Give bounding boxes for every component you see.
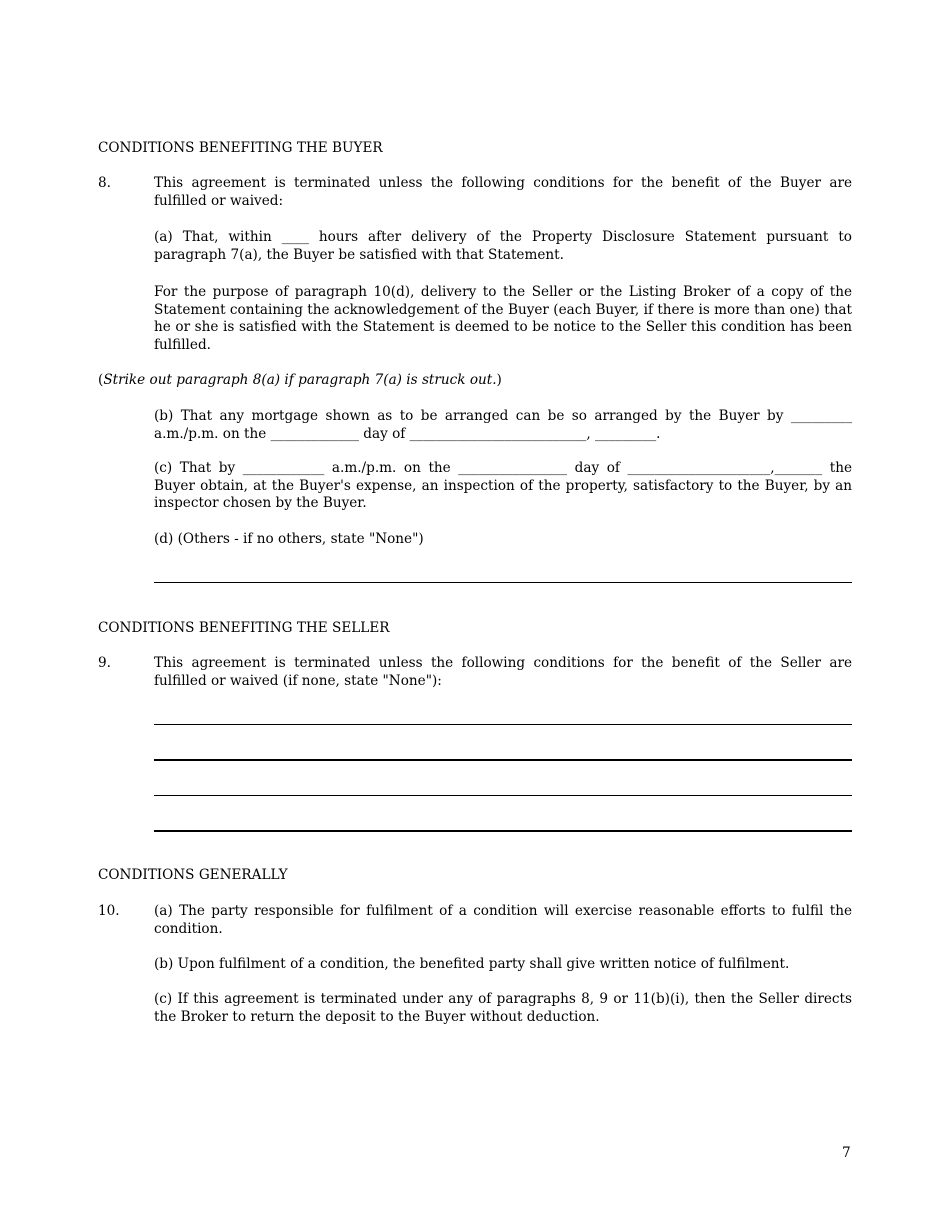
clause-8a-note: For the purpose of paragraph 10(d), delivery to the Seller or the Listing Broker of a copy of the Statement containing the acknowledgement of the Buyer (each Buyer, if there is more than one) that he or she is satisfied with the Statement is deemed to be notice to the Seller this condition has been fulfilled. <box>154 284 852 353</box>
seller-conditions-heading: CONDITIONS BENEFITING THE SELLER <box>98 620 390 636</box>
clause-8b: (b) That any mortgage shown as to be arranged can be so arranged by the Buyer by _________ a.m./p.m. on the _____________ day of __________________________, _________. <box>154 408 852 442</box>
buyer-conditions-heading: CONDITIONS BENEFITING THE BUYER <box>98 140 383 156</box>
clause-9-intro: This agreement is terminated unless the following conditions for the benefit of the Seller are fulfilled or waived (if none, state "None"): <box>154 655 852 689</box>
general-conditions-heading: CONDITIONS GENERALLY <box>98 867 288 883</box>
strike-out-note <box>98 372 852 390</box>
clause-8a: (a) That, within ____ hours after delivery of the Property Disclosure Statement pursuant to paragraph 7(a), the Buyer be satisfied with that Statement. <box>154 229 852 263</box>
clause-8c: (c) That by ____________ a.m./p.m. on the ________________ day of _____________________,_______ the Buyer obtain, at the Buyer's expense, an inspection of the property, satisfactory to the Buyer, by an inspector chosen by the Buyer. <box>154 460 852 512</box>
clause-number-8: 8. <box>98 175 111 191</box>
clause-number-9: 9. <box>98 655 111 671</box>
clause-10a: (a) The party responsible for fulfilment of a condition will exercise reasonable efforts to fulfil the condition. <box>154 903 852 937</box>
clause-9-blank-line <box>154 724 852 725</box>
clause-9-blank-line <box>154 759 852 761</box>
clause-9-blank-line <box>154 795 852 796</box>
strike-note-open: ( <box>98 372 104 388</box>
page-number: 7 <box>842 1145 851 1161</box>
clause-10b: (b) Upon fulfilment of a condition, the benefited party shall give written notice of fulfilment. <box>154 956 790 972</box>
clause-10c: (c) If this agreement is terminated under any of paragraphs 8, 9 or 11(b)(i), then the Seller directs the Broker to return the deposit to the Buyer without deduction. <box>154 991 852 1025</box>
clause-9-blank-line <box>154 830 852 832</box>
strike-note-close: ) <box>496 372 502 388</box>
clause-8-intro: This agreement is terminated unless the following conditions for the benefit of the Buyer are fulfilled or waived: <box>154 175 852 209</box>
clause-8d: (d) (Others - if no others, state "None") <box>154 531 424 547</box>
clause-8d-blank-line <box>154 582 852 583</box>
strike-note-italic: Strike out paragraph 8(a) if paragraph 7(a) is struck out. <box>103 372 497 388</box>
clause-number-10: 10. <box>98 903 120 919</box>
